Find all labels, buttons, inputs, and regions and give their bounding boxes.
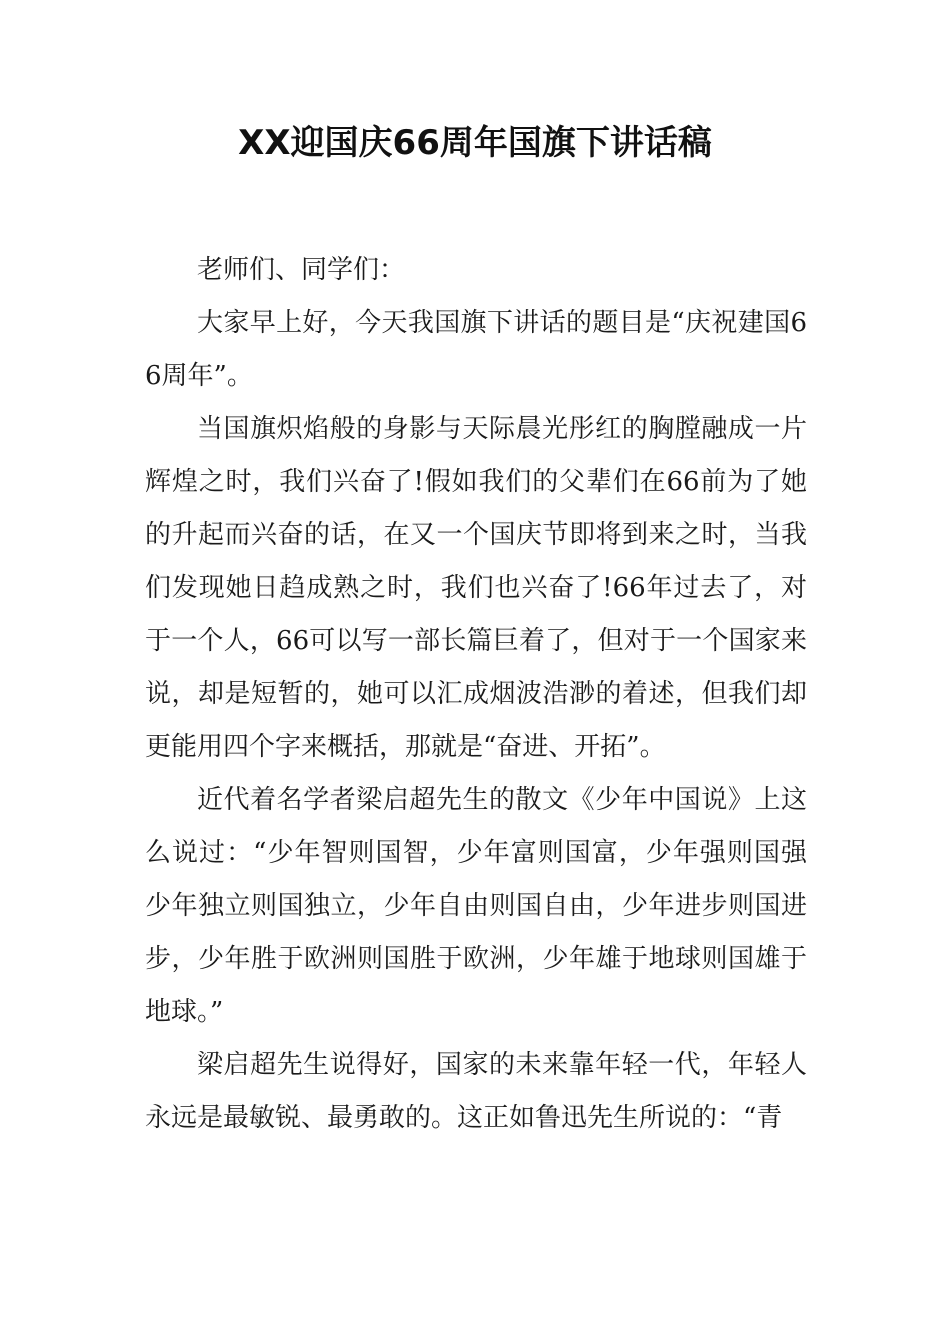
paragraph-greeting: 老师们、同学们： xyxy=(197,255,406,285)
document-title: XX迎国庆66周年国旗下讲话稿 xyxy=(238,123,712,163)
document-body xyxy=(145,244,807,1145)
paragraph-flag: 当国旗炽焰般的身影与天际晨光彤红的胸膛融成一片辉煌之时，我们兴奋了!假如我们的父辈们在66前为了她的升起而兴奋的话，在又一个国庆节即将到来之时，当我们发现她日趋成熟之时，我们也兴奋了!66年过去了，对于一个人，66可以写一部长篇巨着了，但对于一个国家来说，却是短暂的，她可以汇成烟波浩渺的着述，但我们却更能用四个字来概括，那就是“奋进、开拓”。 xyxy=(145,414,807,762)
paragraph-youth: 梁启超先生说得好，国家的未来靠年轻一代，年轻人永远是最敏锐、最勇敢的。这正如鲁迅先生所说的：“青 xyxy=(145,1050,807,1133)
paragraph-opening: 大家早上好，今天我国旗下讲话的题目是“庆祝建国66周年”。 xyxy=(145,308,807,391)
paragraph-liang-quote: 近代着名学者梁启超先生的散文《少年中国说》上这么说过：“少年智则国智，少年富则国富，少年强则国强少年独立则国独立，少年自由则国自由，少年进步则国进步，少年胜于欧洲则国胜于欧洲，少年雄于地球则国雄于地球。” xyxy=(145,785,807,1027)
